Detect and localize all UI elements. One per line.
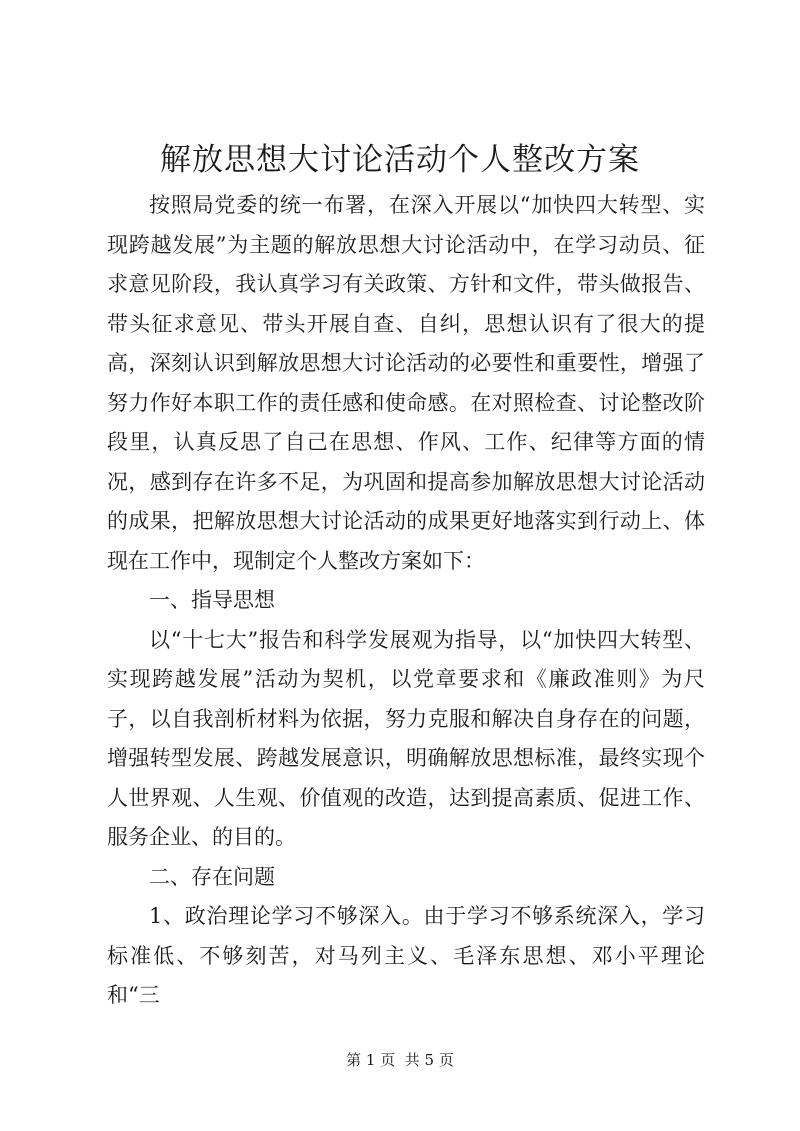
page-footer — [0, 1050, 800, 1070]
section-heading-existing-problems: 二、存在问题 — [149, 864, 275, 889]
paragraph-problem-1: 1、政治理论学习不够深入。由于学习不够系统深入，学习标准低、不够刻苦，对马列主义、毛泽东思想、邓小平理论和“三 — [107, 904, 705, 1007]
document-body — [107, 186, 705, 1016]
page-number-label: 第 1 页 共 5 页 — [346, 1051, 454, 1069]
paragraph-intro: 按照局党委的统一布署，在深入开展以“加快四大转型、实现跨越发展”为主题的解放思想大讨论活动中，在学习动员、征求意见阶段，我认真学习有关政策、方针和文件，带头做报告、带头征求意见、带头开展自查、自纠，思想认识有了很大的提高，深刻认识到解放思想大讨论活动的必要性和重要性，增强了努力作好本职工作的责任感和使命感。在对照检查、讨论整改阶段里，认真反思了自己在思想、作风、工作、纪律等方面的情况，感到存在许多不足，为巩固和提高参加解放思想大讨论活动的成果，把解放思想大讨论活动的成果更好地落实到行动上、体现在工作中，现制定个人整改方案如下： — [107, 193, 705, 573]
paragraph-guiding-thought: 以“十七大”报告和科学发展观为指导，以“加快四大转型、实现跨越发展”活动为契机，以党章要求和《廉政准则》为尺子，以自我剖析材料为依据，努力克服和解决自身存在的问题，增强转型发展、跨越发展意识，明确解放思想标准，最终实现个人世界观、人生观、价值观的改造，达到提高素质、促进工作、服务企业、的目的。 — [107, 627, 705, 849]
section-heading-guiding-thought: 一、指导思想 — [149, 588, 275, 612]
document-title: 解放思想大讨论活动个人整改方案 — [160, 142, 640, 178]
